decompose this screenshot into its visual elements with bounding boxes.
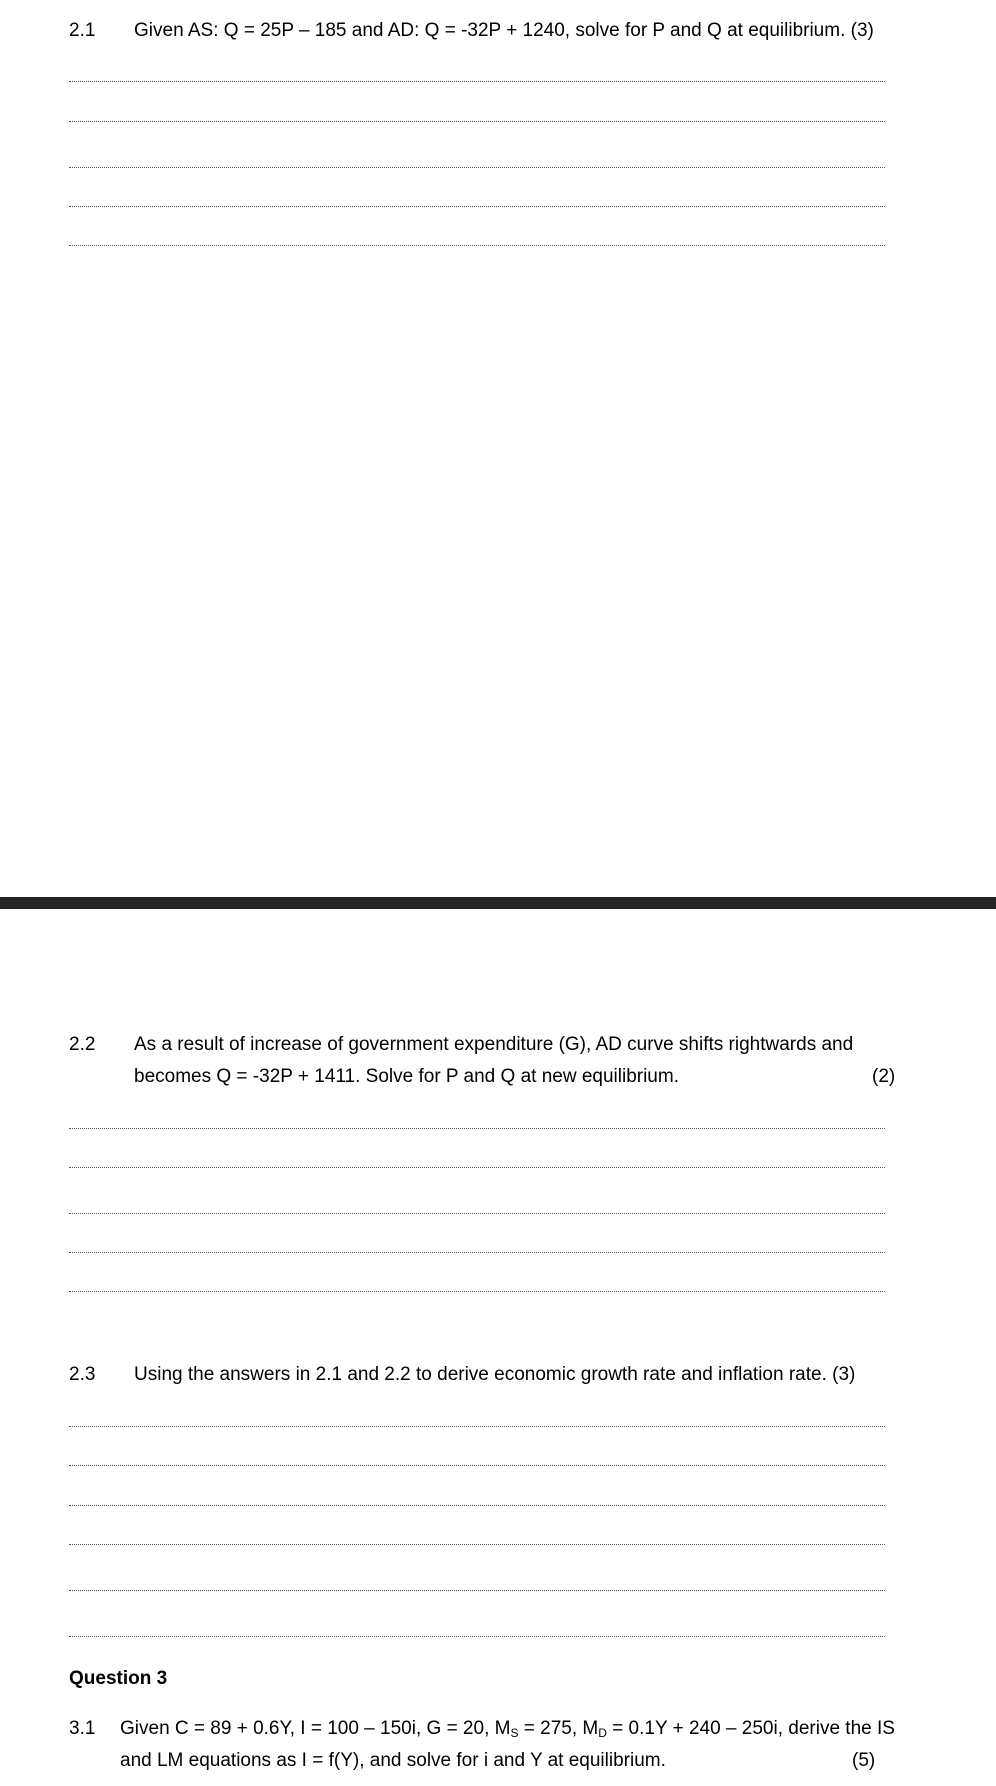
- question-2-1-text: Given AS: Q = 25P – 185 and AD: Q = -32P + 1240, solve for P and Q at equilibrium. (3): [134, 20, 874, 41]
- question-3-heading: Question 3: [69, 1668, 168, 1689]
- question-2-3-number: 2.3: [69, 1364, 96, 1385]
- answer-line: [69, 1505, 885, 1506]
- answer-line: [69, 1291, 885, 1292]
- question-2-1-number: 2.1: [69, 20, 96, 41]
- page-divider: [0, 897, 996, 909]
- question-2-2-line1: As a result of increase of government expenditure (G), AD curve shifts rightwards and: [134, 1034, 854, 1055]
- question-2-2-number: 2.2: [69, 1034, 96, 1055]
- answer-line: [69, 1128, 885, 1129]
- question-3-1-number: 3.1: [69, 1718, 96, 1739]
- question-3-1-line2: and LM equations as I = f(Y), and solve for i and Y at equilibrium.: [120, 1750, 666, 1771]
- answer-line: [69, 206, 885, 207]
- answer-line: [69, 245, 885, 246]
- question-2-3-text: Using the answers in 2.1 and 2.2 to derive economic growth rate and inflation rate. (3): [134, 1364, 856, 1385]
- money-supply-subscript: S: [510, 1726, 519, 1740]
- answer-line: [69, 1213, 885, 1214]
- answer-line: [69, 81, 885, 82]
- answer-line: [69, 1426, 885, 1427]
- answer-line: [69, 167, 885, 168]
- money-demand-subscript: D: [598, 1726, 607, 1740]
- answer-line: [69, 1636, 885, 1637]
- question-3-1-line1-part-c: = 0.1Y + 240 – 250i, derive the IS: [606, 1718, 895, 1739]
- question-3-1-line1: [120, 1718, 895, 1740]
- answer-line: [69, 1590, 885, 1591]
- question-2-2-marks: (2): [872, 1066, 896, 1087]
- answer-line: [69, 1544, 885, 1545]
- question-3-1-line1-part-a: Given C = 89 + 0.6Y, I = 100 – 150i, G = 20, M: [120, 1718, 511, 1739]
- question-3-1-marks: (5): [852, 1750, 876, 1771]
- question-2-2-line2: becomes Q = -32P + 1411. Solve for P and Q at new equilibrium.: [134, 1066, 679, 1087]
- answer-line: [69, 1252, 885, 1253]
- question-3-1-line1-part-b: = 275, M: [518, 1718, 599, 1739]
- answer-line: [69, 1465, 885, 1466]
- answer-line: [69, 121, 885, 122]
- answer-line: [69, 1167, 885, 1168]
